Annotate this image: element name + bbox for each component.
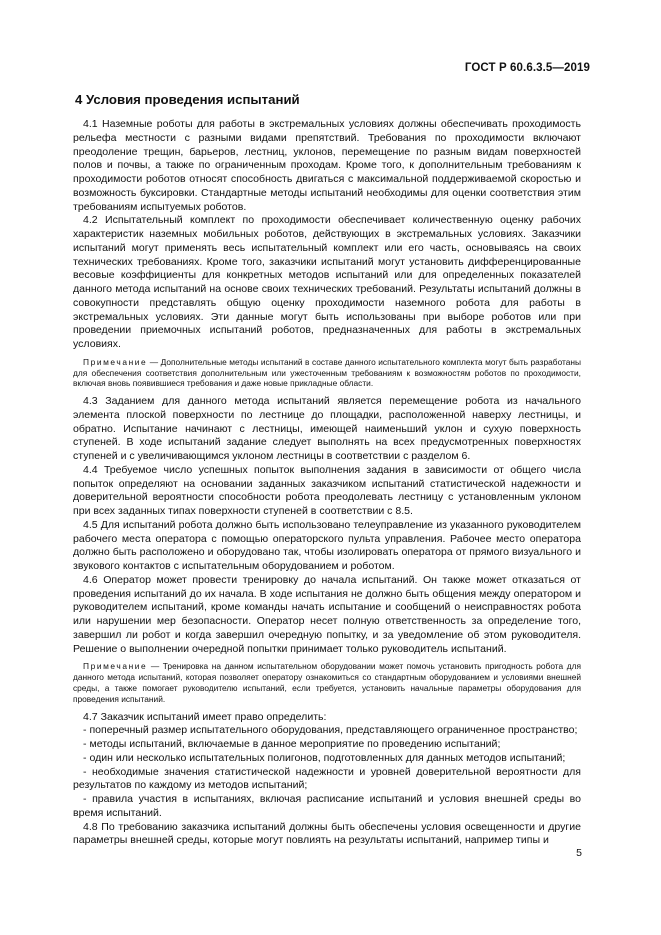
list-item: - поперечный размер испытательного оборудования, представляющего ограниченное пространство;	[83, 724, 578, 737]
list-item: - правила участия в испытаниях, включая расписание испытаний и условия внешней среды во время испытаний.	[73, 793, 581, 819]
paragraph-4-5: 4.5 Для испытаний робота должно быть использовано телеуправление из указанного руководителем рабочего места оператора с помощью операторского пульта управления. Рабочее место оператора должно быть расположено и оборудовано так, чтобы изолировать оператора от прямого визуального и звукового контактов с испытательным оборудованием и роботом.	[73, 518, 581, 573]
note-2	[73, 661, 581, 704]
paragraph-4-3: 4.3 Заданием для данного метода испытаний является перемещение робота из начального элемента плоской поверхности по лестнице до площадки, расположенной наверху лестницы, и обратно. Испытание начинают с лестницы, имеющей наименьший уклон и сухую поверхность ступеней. В ходе испытаний задание следует выполнять на всех предусмотренных поверхностях ступеней и с увеличивающимся уклоном лестницы в соответствии с разделом 6.	[73, 395, 581, 463]
list-item: - один или несколько испытательных полигонов, подготовленных для данных методов испытаний;	[83, 751, 566, 764]
document-number: ГОСТ Р 60.6.3.5—2019	[464, 62, 590, 74]
list-item: - необходимые значения статистической надежности и уровней доверительной вероятности для результатов по каждому из методов испытаний;	[73, 765, 581, 792]
note-1	[73, 357, 581, 389]
paragraph-4-7: 4.7 Заказчик испытаний имеет право определить:	[83, 710, 327, 723]
section-title: 4 Условия проведения испытаний	[75, 92, 300, 107]
page-number: 5	[576, 847, 582, 859]
page-body	[73, 92, 581, 848]
paragraph-4-2: 4.2 Испытательный комплект по проходимости обеспечивает количественную оценку рабочих характеристик наземных мобильных роботов, действующих в экстремальных условиях. Заказчики испытаний могут применять весь испытательный комплект или его часть, основываясь на своих технических требованиях. Кроме того, заказчики испытаний могут установить дифференцированные весовые коэффициенты для конкретных методов испытаний или для определенных показателей данного метода испытаний на основе своих технических требований. Результаты испытаний должны в совокупности представлять общую оценку проходимости наземного робота для работы в экстремальных условиях. Эти данные могут быть использованы при выборе роботов или при проведении приемочных испытаний роботов, предназначенных для работы в экстремальных условиях.	[73, 214, 581, 350]
paragraph-4-6: 4.6 Оператор может провести тренировку до начала испытаний. Он также может отказаться от проведения испытаний до их начала. В ходе испытания не должно быть общения между оператором и руководителем испытаний, кроме команды начать испытание и сообщений о неисправностях робота или нарушении мер безопасности. Оператор несет полную ответственность за определение того, завершил ли робот и когда завершил очередную попытку, и за уведомление об этом руководителя. Решение о выполнении очередной попытки принимает только руководитель испытаний.	[73, 573, 581, 655]
paragraph-4-1: 4.1 Наземные роботы для работы в экстремальных условиях должны обеспечивать проходимость рельефа местности с разными видами препятствий. Требования по проходимости включают преодоление трещин, барьеров, лестниц, уклонов, перемещение по разным видам поверхностей полов и почвы, а также по ограниченным проходам. Кроме того, к дополнительным требованиям к проходимости роботов относят способность двигаться с максимальной поддерживаемой скоростью и возможность буксировки. Стандартные методы испытаний необходимы для оценки соответствия этим требованиям испытуемых роботов.	[73, 118, 581, 213]
list-item: - методы испытаний, включаемые в данное мероприятие по проведению испытаний;	[83, 738, 501, 751]
paragraph-4-8: 4.8 По требованию заказчика испытаний должны быть обеспечены условия освещенности и другие параметры внешней среды, которые могут повлиять на результаты испытаний, например типы и	[73, 820, 581, 847]
note-1-label: Примечание	[83, 356, 148, 367]
paragraph-4-4: 4.4 Требуемое число успешных попыток выполнения задания в зависимости от общего числа попыток определяют на основании заданных заказчиком испытаний статистической надежности и доверительной вероятности способности робота преодолевать лестницу с установленным уклоном при всех заданных типах поверхности ступеней в соответствии с 8.5.	[73, 463, 581, 518]
note-1-text: — Дополнительные методы испытаний в составе данного испытательного комплекта могут быть разработаны для обеспечения соответствия дополнительным или ужесточенным требованиям к возможностям роботов по проходимости, включая вновь появившиеся требования и даже новые прикладные области.	[73, 356, 581, 389]
note-2-label: Примечание	[83, 661, 148, 672]
note-2-text: — Тренировка на данном испытательном оборудовании может помочь установить пригодность робота для данного метода испытаний, которая позволяет оператору ознакомиться со стандартным оборудованием и условиями внешней среды, а также помогает руководителю испытаний, если требуется, установить начальные параметры оборудования для проведения испытаний.	[73, 661, 581, 704]
